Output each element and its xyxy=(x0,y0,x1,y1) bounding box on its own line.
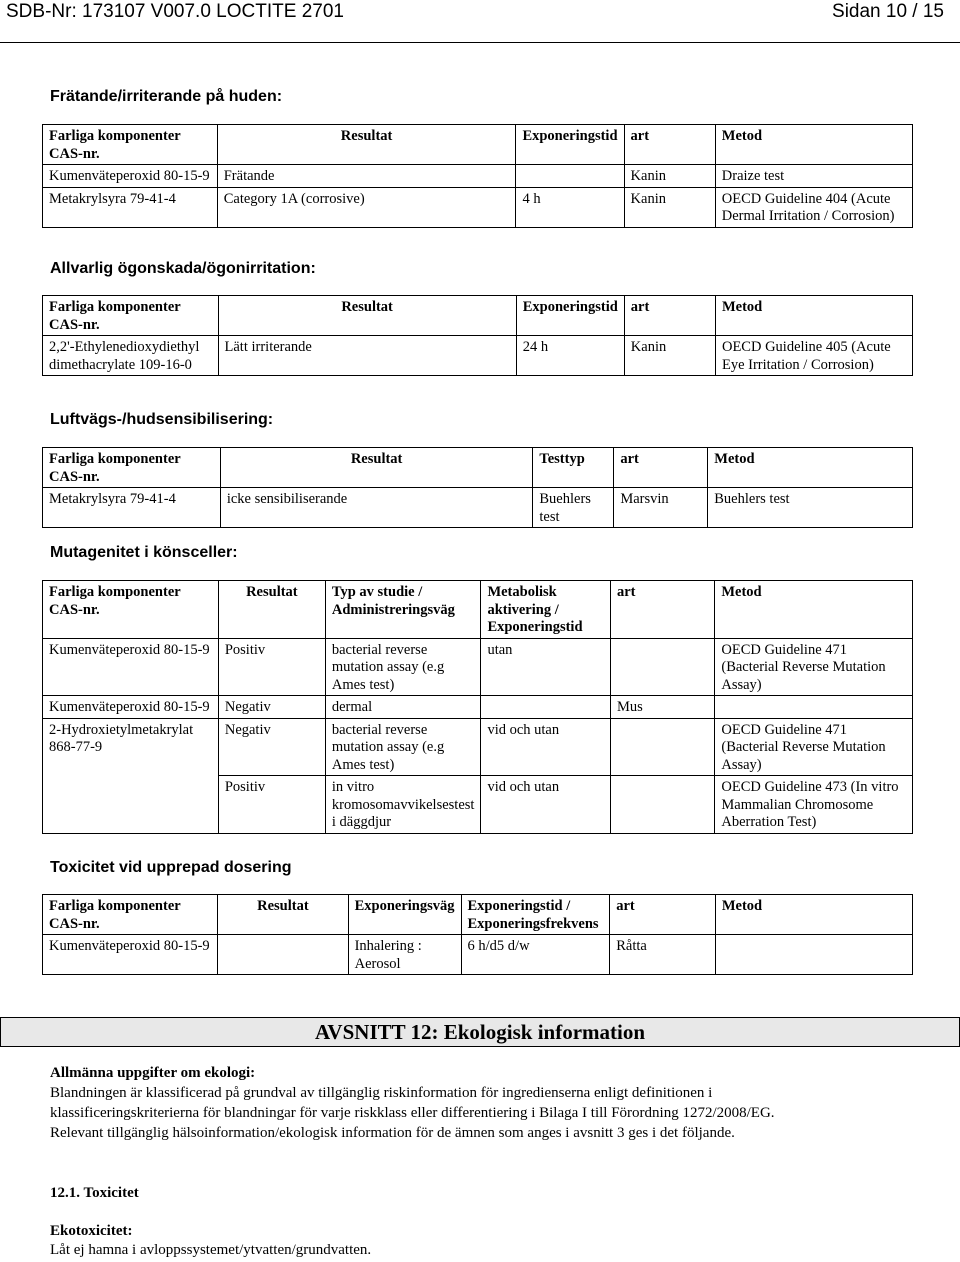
col-header-route: Exponeringsväg xyxy=(348,895,461,935)
cell-exposure: 4 h xyxy=(516,187,624,227)
cell-component: Metakrylsyra 79-41-4 xyxy=(43,488,221,528)
col-header-species: art xyxy=(610,895,716,935)
section-title-skin: Frätande/irriterande på huden: xyxy=(50,88,283,105)
header-divider xyxy=(0,42,960,43)
col-header-result: Resultat xyxy=(218,581,325,639)
cell-result: Negativ xyxy=(218,696,325,719)
cell-species xyxy=(610,718,714,776)
table-header-row xyxy=(43,296,913,336)
col-header-study-type: Typ av studie / Administreringsväg xyxy=(325,581,481,639)
cell-species: Kanin xyxy=(624,165,715,188)
ecotoxicity-title: Ekotoxicitet: xyxy=(50,1223,133,1239)
cell-result: Negativ xyxy=(218,718,325,776)
cell-component xyxy=(43,776,219,834)
cell-method xyxy=(715,696,913,719)
col-header-result: Resultat xyxy=(220,448,533,488)
ecology-general-line-3: Relevant tillgänglig hälsoinformation/ekologisk information för de ämnen som anges i avsnitt 3 ges i det följande. xyxy=(50,1125,735,1141)
cell-method: OECD Guideline 471 (Bacterial Reverse Mutation Assay) xyxy=(715,638,913,696)
cell-component: Metakrylsyra 79-41-4 xyxy=(43,187,218,227)
table-header-row xyxy=(43,448,913,488)
cell-metabolic xyxy=(481,696,611,719)
cell-study-type: bacterial reverse mutation assay (e.g Ames test) xyxy=(325,718,481,776)
table-row xyxy=(43,488,913,528)
section-title-repeated-dose: Toxicitet vid upprepad dosering xyxy=(50,859,292,876)
table-row xyxy=(43,336,913,376)
col-header-result: Resultat xyxy=(218,296,516,336)
col-header-component: Farliga komponenter CAS-nr. xyxy=(43,581,219,639)
cell-method: Draize test xyxy=(715,165,912,188)
col-header-method: Metod xyxy=(708,448,913,488)
cell-component: 2,2'-Ethylenedioxydiethyl dimethacrylate 109-16-0 xyxy=(43,336,219,376)
table-row xyxy=(43,776,913,834)
cell-result xyxy=(218,935,348,975)
mutagenicity-table xyxy=(42,580,913,834)
cell-study-type: dermal xyxy=(325,696,481,719)
cell-method: OECD Guideline 404 (Acute Dermal Irritation / Corrosion) xyxy=(715,187,912,227)
cell-species: Kanin xyxy=(624,187,715,227)
cell-species: Råtta xyxy=(610,935,716,975)
cell-result: icke sensibiliserande xyxy=(220,488,533,528)
cell-component: Kumenväteperoxid 80-15-9 xyxy=(43,935,218,975)
table-row xyxy=(43,935,913,975)
cell-component: Kumenväteperoxid 80-15-9 xyxy=(43,165,218,188)
col-header-species: art xyxy=(614,448,708,488)
section-title-sensitization: Luftvägs-/hudsensibilisering: xyxy=(50,411,274,428)
cell-species: Mus xyxy=(610,696,714,719)
cell-metabolic: vid och utan xyxy=(481,718,611,776)
eye-table xyxy=(42,295,913,376)
col-header-result: Resultat xyxy=(218,895,348,935)
cell-component: 2-Hydroxietylmetakrylat 868-77-9 xyxy=(43,718,219,776)
cell-result: Category 1A (corrosive) xyxy=(217,187,516,227)
document-id: SDB-Nr: 173107 V007.0 LOCTITE 2701 xyxy=(6,1,344,22)
col-header-result: Resultat xyxy=(217,125,516,165)
skin-table xyxy=(42,124,913,228)
cell-result: Frätande xyxy=(217,165,516,188)
cell-method: Buehlers test xyxy=(708,488,913,528)
col-header-metabolic: Metabolisk aktivering / Exponeringstid xyxy=(481,581,611,639)
toxicity-subtitle: 12.1. Toxicitet xyxy=(50,1185,139,1201)
col-header-method: Metod xyxy=(715,296,912,336)
section-title-eye: Allvarlig ögonskada/ögonirritation: xyxy=(50,260,316,277)
cell-species xyxy=(610,776,714,834)
ecotoxicity-text: Låt ej hamna i avloppssystemet/ytvatten/grundvatten. xyxy=(50,1242,372,1258)
col-header-method: Metod xyxy=(715,125,912,165)
cell-study-type: bacterial reverse mutation assay (e.g Ames test) xyxy=(325,638,481,696)
table-row xyxy=(43,696,913,719)
col-header-exposure: Exponeringstid xyxy=(516,125,624,165)
cell-component: Kumenväteperoxid 80-15-9 xyxy=(43,696,219,719)
cell-species: Marsvin xyxy=(614,488,708,528)
cell-method: OECD Guideline 405 (Acute Eye Irritation / Corrosion) xyxy=(715,336,912,376)
table-header-row xyxy=(43,125,913,165)
col-header-method: Metod xyxy=(715,581,913,639)
cell-test-type: Buehlers test xyxy=(533,488,614,528)
ecology-general-line-2: klassificeringskriterierna för blandningar för varje riskklass eller differentiering i Bilaga I till Förordning 1272/2008/EG. xyxy=(50,1105,775,1121)
page-header xyxy=(0,0,960,40)
cell-species xyxy=(610,638,714,696)
col-header-frequency: Exponeringstid / Exponeringsfrekvens xyxy=(461,895,610,935)
cell-result: Lätt irriterande xyxy=(218,336,516,376)
cell-species: Kanin xyxy=(624,336,715,376)
col-header-component: Farliga komponenter CAS-nr. xyxy=(43,125,218,165)
cell-method xyxy=(715,935,912,975)
table-row xyxy=(43,638,913,696)
page-number: Sidan 10 / 15 xyxy=(832,1,944,22)
section-12-title: AVSNITT 12: Ekologisk information xyxy=(314,1020,646,1044)
cell-route: Inhalering : Aerosol xyxy=(348,935,461,975)
cell-study-type: in vitro kromosomavvikelsestest i däggdjur xyxy=(325,776,481,834)
cell-metabolic: utan xyxy=(481,638,611,696)
section-title-mutagenicity: Mutagenitet i könsceller: xyxy=(50,544,238,561)
col-header-component: Farliga komponenter CAS-nr. xyxy=(43,296,219,336)
sensitization-table xyxy=(42,447,913,528)
col-header-species: art xyxy=(624,296,715,336)
section-12-banner xyxy=(0,1017,960,1047)
col-header-test-type: Testtyp xyxy=(533,448,614,488)
cell-exposure: 24 h xyxy=(516,336,624,376)
col-header-species: art xyxy=(624,125,715,165)
cell-frequency: 6 h/d5 d/w xyxy=(461,935,610,975)
col-header-component: Farliga komponenter CAS-nr. xyxy=(43,448,221,488)
col-header-species: art xyxy=(610,581,714,639)
cell-result: Positiv xyxy=(218,776,325,834)
cell-exposure xyxy=(516,165,624,188)
table-row xyxy=(43,187,913,227)
table-header-row xyxy=(43,895,913,935)
cell-metabolic: vid och utan xyxy=(481,776,611,834)
ecology-general-title: Allmänna uppgifter om ekologi: xyxy=(50,1065,256,1081)
col-header-exposure: Exponeringstid xyxy=(516,296,624,336)
repeated-dose-table xyxy=(42,894,913,975)
ecology-general-line-1: Blandningen är klassificerad på grundval av tillgänglig riskinformation för ingredienserna enligt definitionen i xyxy=(50,1085,713,1101)
table-header-row xyxy=(43,581,913,639)
cell-method: OECD Guideline 471 (Bacterial Reverse Mutation Assay) xyxy=(715,718,913,776)
cell-method: OECD Guideline 473 (In vitro Mammalian Chromosome Aberration Test) xyxy=(715,776,913,834)
table-row xyxy=(43,718,913,776)
table-row xyxy=(43,165,913,188)
cell-result: Positiv xyxy=(218,638,325,696)
cell-component: Kumenväteperoxid 80-15-9 xyxy=(43,638,219,696)
col-header-component: Farliga komponenter CAS-nr. xyxy=(43,895,218,935)
col-header-method: Metod xyxy=(715,895,912,935)
